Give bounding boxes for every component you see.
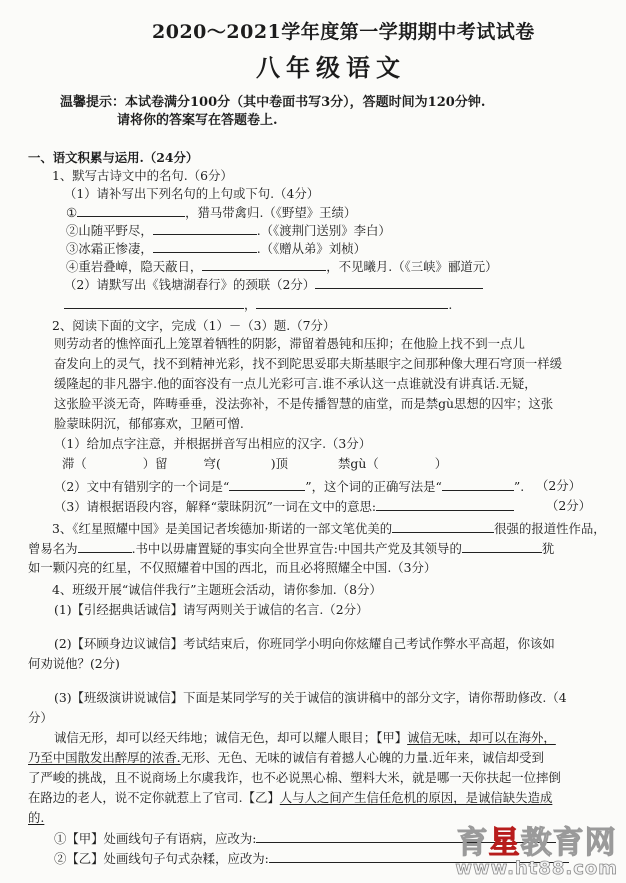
question-3-line-2-mid: .书中以毋庸置疑的事实向全世界宣告:中国共产党及其领导的 [131,541,462,556]
question-4-sub2-line-2: 何劝说他？(2分) [28,656,120,671]
passage-line-1: 则劳动者的憔悴面孔上笼罩着牺牲的阴影，滞留着愚钝和压抑；在他脸上找不到一点儿 [54,336,525,351]
fix-item-1-text: ①【甲】处画线句子有语病，应改为: [54,831,257,846]
pinyin-item-2-pre: 穹( [203,456,221,471]
passage-line-5: 脸蒙昧阴沉，郁郁寡欢，卫陋可憎. [54,416,244,431]
poem-item-4-pre: ④重岩叠嶂，隐天蔽日， [66,259,203,274]
poem-item-1 [66,204,356,221]
subject-title: 八年级语文 [256,53,406,82]
speech-line-1a: 诚信无形，却可以经天纬地；诚信无色，却可以耀人眼目；【甲】 [54,730,408,745]
page-title: 2020～2021学年度第一学期期中考试试卷 [152,21,535,43]
section-heading: 一、语文积累与运用.（24分） [28,150,199,165]
watermark-url: www.ht88.com [455,858,618,879]
speech-sentence-jia-cont: 乃至中国散发出醉厚的浓香. [28,750,181,765]
pinyin-item-3-post: ） [434,456,448,471]
pinyin-item-2-post: )顶 [270,456,289,471]
question-1-sub2 [64,276,483,293]
question-2-sub2-score: （2分） [536,478,582,493]
question-4-stem: 4、班级开展“诚信伴我行”主题班会活动，请你参加.（8分） [52,582,382,597]
question-3-line-2-pre: 曾易名为 [28,541,78,556]
question-1-stem: 1、默写古诗文中的名句.（6分） [52,168,233,183]
exam-tip-line2: 请将你的答案写在答题卷上. [117,113,278,128]
question-2-sub1: （1）给加点字注意，并根据拼音写出相应的汉字.（3分） [54,436,372,451]
passage-line-3: 缓隆起的非凡器宇.他的面容没有一点儿光彩可言.谁不承认这一点谁就没有讲真话.无疑， [54,376,537,391]
poem-item-4-post: ，不见曦月.（《三峡》郦道元） [326,259,498,274]
question-2-sub3 [54,498,514,515]
speech-sentence-jia: 诚信无味，却可以在海外， [407,730,556,745]
poem-item-2-pre: ②山随平野尽， [66,223,153,238]
poem-answer-blank-5[interactable] [315,276,483,289]
speech-line-1 [54,730,556,746]
speech-line-2b: 无形、无色、无味的诚信有着撼人心魄的力量.近年来，诚信却受到 [180,750,544,765]
q3-blank-3[interactable] [462,540,542,553]
question-4-sub3-line-2: 分） [28,710,53,725]
question-1-sub2-comma: ， [244,297,257,312]
question-2-sub2-end: ”. [513,479,525,494]
watermark-title-right: 教育网 [520,825,617,861]
poem-item-3-pre: ③冰霜正惨凄， [66,241,153,256]
question-2-sub2-pre: （2）文中有错别字的一个词是“ [54,479,230,494]
poem-item-3 [66,240,366,257]
watermark-title [455,817,618,862]
poem-answer-blank-3[interactable] [153,240,257,253]
q3-blank-1[interactable] [392,520,494,533]
poem-answer-blank-6[interactable] [64,296,244,309]
poem-item-1-post: ，猎马带禽归.（《野望》王绩） [185,205,357,220]
watermark-star-char: 星 [488,825,521,861]
question-2-sub2 [54,478,524,495]
question-2-sub3-text: （3）请根据语段内容，解释“蒙昧阴沉”一词在文中的意思: [54,499,377,514]
question-1-sub2-line2 [64,296,452,313]
watermark-title-left: 育 [456,825,489,861]
question-3-line-3: 如一颗闪亮的红星，不仅照耀着中国的西北，而且必将照耀全中国.（3分） [28,560,437,575]
q3-blank-2[interactable] [78,540,132,553]
question-3-line-1 [52,520,606,537]
poem-item-3-post: .（《赠从弟》刘桢） [256,241,366,256]
pinyin-item-1-pre: 滞（ [62,456,87,471]
question-4-sub1: (1)【引经据典话诚信】请写两则关于诚信的名言.（2分） [54,602,369,617]
poem-answer-blank-2[interactable] [153,222,257,235]
question-1-sub2-end: . [448,297,453,312]
poem-answer-blank-1[interactable] [77,204,185,217]
question-3-line-1-post: 很强的报道性作品， [494,521,606,536]
exam-tip-line1: 温馨提示：本试卷满分100分（其中卷面书写3分），答题时间为120分钟. [60,95,486,110]
pinyin-item-3-pre: 禁gù（ [338,456,379,471]
meaning-answer-blank[interactable] [376,498,514,511]
question-2-sub2-mid: ”，这个词的正确写法是“ [305,479,442,494]
question-4-sub2-line-1: (2)【环顾身边议诚信】考试结束后，你班同学小明向你炫耀自己考试作弊水平高超，你该如 [54,636,555,651]
question-3-line-1-pre: 3、《红星照耀中国》是美国记者埃德加·斯诺的一部文笔优美的 [52,521,393,536]
question-3-line-2-post: 犹 [541,541,555,556]
question-2-sub3-score: （2分） [546,498,592,513]
poem-item-4 [66,258,498,275]
passage-line-4: 这张脸平淡无奇，阵畴垂垂，没法弥补，不是传播智慧的庙堂，而是禁gù思想的囚牢；这张 [54,396,554,411]
poem-answer-blank-7[interactable] [256,296,448,309]
speech-sentence-yi: 人与人之间产生信任危机的原因，是诚信缺失造成 [279,790,553,805]
speech-line-2 [28,750,544,766]
question-1-sub2-text: （2）请默写出《钱塘湖春行》的颈联（2分） [64,277,316,292]
speech-sentence-yi-cont: 的. [28,810,45,825]
pinyin-item-1-post: ）留 [142,456,168,471]
speech-line-4a: 在路边的老人，说不定你就惹上了官司.【乙】 [28,790,280,805]
poem-item-2-post: .（《渡荆门送别》李白） [256,223,391,238]
speech-line-5 [28,810,44,826]
poem-item-1-pre: ① [66,205,78,220]
question-4-sub3-line-1: (3)【班级演讲说诚信】下面是某同学写的关于诚信的演讲稿中的部分文字，请你帮助修改.（4 [54,690,567,705]
typo-word-blank[interactable] [229,478,305,491]
question-3-line-2 [28,540,554,557]
watermark-logo [455,817,618,879]
speech-line-4 [28,790,552,806]
question-1-sub1: （1）请补写出下列名句的上句或下句.（4分） [64,186,320,201]
fix-item-2-text: ②【乙】处画线句子句式杂糅，应改为: [54,851,269,866]
passage-line-2: 奋发向上的灵气，找不到精神光彩，找不到陀思妥耶夫斯基眼宇之间那种像大理石穹顶一样缓 [54,356,563,371]
typo-correction-blank[interactable] [442,478,514,491]
pinyin-row [62,456,447,472]
question-2-stem: 2、阅读下面的文字，完成（1）－（3）题.（7分） [52,318,336,333]
speech-line-3: 了严峻的挑战，且不说商场上尔虞我诈，也不必说黑心棉、塑料大米，就是哪一天你扶起一位摔倒 [28,770,561,785]
poem-answer-blank-4[interactable] [202,258,326,271]
poem-item-2 [66,222,391,239]
